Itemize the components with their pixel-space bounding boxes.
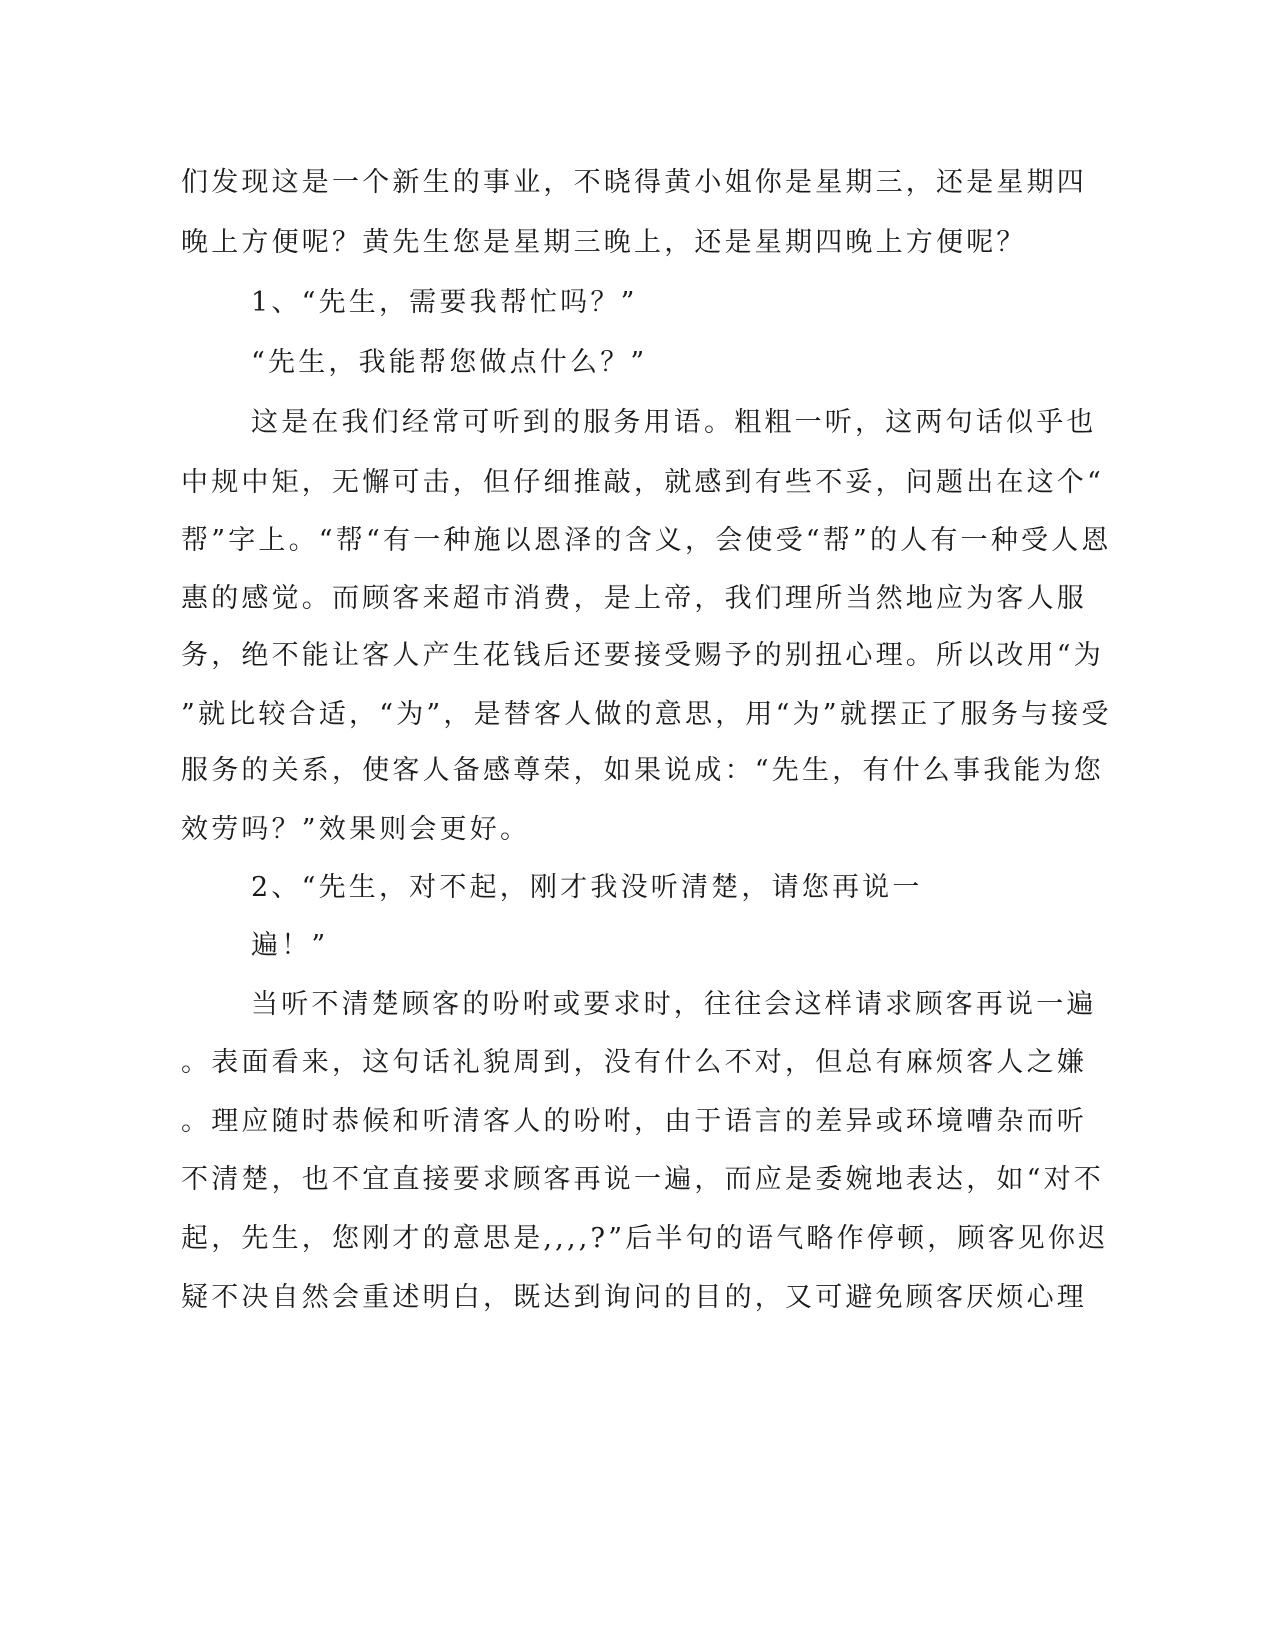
text-line: 晚上方便呢？黄先生您是星期三晚上，还是星期四晚上方便呢？ bbox=[181, 227, 1027, 258]
text-line: 服务的关系，使客人备感尊荣，如果说成：“先生，有什么事我能为您 bbox=[181, 755, 1105, 786]
text-line: 中规中矩，无懈可击，但仔细推敲，就感到有些不妥，问题出在这个“ bbox=[181, 467, 1105, 498]
text-line: 效劳吗？”效果则会更好。 bbox=[181, 814, 531, 845]
text-line: ”就比较合适，“为”，是替客人做的意思，用“为”就摆正了服务与接受 bbox=[181, 699, 1112, 730]
text-line: 。理应随时恭候和听清客人的吩咐，由于语言的差异或环境嘈杂而听 bbox=[181, 1106, 1087, 1137]
text-line: 不清楚，也不宜直接要求顾客再说一遍，而应是委婉地表达，如“对不 bbox=[181, 1164, 1105, 1195]
text-line: 疑不决自然会重述明白，既达到询问的目的，又可避免顾客厌烦心理 bbox=[181, 1282, 1087, 1313]
text-line: “先生，我能帮您做点什么？” bbox=[251, 347, 648, 378]
text-line: 务，绝不能让客人产生花钱后还要接受赐予的别扭心理。所以改用“为 bbox=[181, 640, 1105, 671]
text-line: 遍！” bbox=[251, 930, 329, 961]
text-line: 惠的感觉。而顾客来超市消费，是上帝，我们理所当然地应为客人服 bbox=[181, 583, 1087, 614]
text-line: 。表面看来，这句话礼貌周到，没有什么不对，但总有麻烦客人之嫌 bbox=[181, 1047, 1087, 1078]
list-item-1: 1、“先生，需要我帮忙吗？” bbox=[251, 287, 638, 318]
text-line: 当听不清楚顾客的吩咐或要求时，往往会这样请求顾客再说一遍 bbox=[251, 989, 1097, 1020]
list-item-2: 2、“先生，对不起，刚才我没听清楚，请您再说一 bbox=[251, 872, 923, 903]
text-line: 们发现这是一个新生的事业，不晓得黄小姐你是星期三，还是星期四 bbox=[181, 167, 1087, 198]
text-line: 帮”字上。“帮“有一种施以恩泽的含义，会使受“帮”的人有一种受人恩 bbox=[181, 525, 1112, 556]
text-line: 起，先生，您刚才的意思是,,,,?”后半句的语气略作停顿，顾客见你迟 bbox=[181, 1223, 1109, 1254]
text-line: 这是在我们经常可听到的服务用语。粗粗一听，这两句话似乎也 bbox=[251, 407, 1097, 438]
